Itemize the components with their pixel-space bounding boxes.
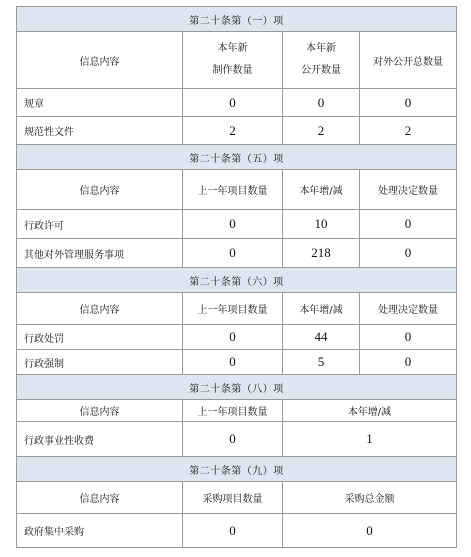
cell-value: 0 [183, 239, 283, 268]
section-header [17, 145, 457, 170]
column-header: 本年增/减 [283, 170, 360, 210]
table-row [17, 422, 457, 457]
column-header: 信息内容 [17, 293, 183, 325]
cell-value: 218 [283, 239, 360, 268]
column-header: 对外公开总数量 [360, 32, 457, 89]
column-header [283, 32, 360, 89]
cell-value: 0 [360, 325, 457, 350]
cell-value: 2 [360, 117, 457, 145]
header-line: 制作数量 [212, 65, 253, 76]
cell-value: 44 [283, 325, 360, 350]
cell-value: 0 [283, 514, 457, 548]
row-label: 行政事业性收费 [17, 422, 183, 457]
column-header-row [17, 400, 457, 422]
cell-value: 0 [360, 239, 457, 268]
table-row [17, 89, 457, 117]
table-row [17, 350, 457, 375]
column-header: 信息内容 [17, 400, 183, 422]
column-header: 信息内容 [17, 482, 183, 514]
cell-value: 0 [183, 350, 283, 375]
row-label: 行政许可 [17, 210, 183, 239]
row-label: 行政强制 [17, 350, 183, 375]
column-header: 上一年项目数量 [183, 293, 283, 325]
row-label: 其他对外管理服务事项 [17, 239, 183, 268]
column-header: 处理决定数量 [360, 170, 457, 210]
cell-value: 0 [183, 422, 283, 457]
table-row [17, 210, 457, 239]
cell-value: 0 [183, 210, 283, 239]
row-label: 规范性文件 [17, 117, 183, 145]
header-line: 本年新 [306, 43, 336, 54]
info-table [16, 6, 457, 548]
cell-value: 0 [183, 89, 283, 117]
column-header-row [17, 170, 457, 210]
section-title: 第二十条第（八）项 [17, 375, 457, 400]
cell-value: 2 [183, 117, 283, 145]
cell-value: 0 [283, 89, 360, 117]
column-header-row [17, 293, 457, 325]
row-label: 政府集中采购 [17, 514, 183, 548]
column-header: 信息内容 [17, 170, 183, 210]
column-header: 采购项目数量 [183, 482, 283, 514]
header-line: 本年新 [217, 43, 248, 54]
section-header [17, 7, 457, 32]
table-row [17, 239, 457, 268]
cell-value: 0 [360, 350, 457, 375]
section-title: 第二十条第（五）项 [17, 145, 457, 170]
column-header: 处理决定数量 [360, 293, 457, 325]
section-header [17, 457, 457, 482]
cell-value: 0 [183, 514, 283, 548]
row-label: 规章 [17, 89, 183, 117]
column-header: 上一年项目数量 [183, 400, 283, 422]
cell-value: 2 [283, 117, 360, 145]
column-header-row [17, 32, 457, 89]
section-title: 第二十条第（九）项 [17, 457, 457, 482]
cell-value: 0 [183, 325, 283, 350]
cell-value: 1 [283, 422, 457, 457]
cell-value: 0 [360, 210, 457, 239]
row-label: 行政处罚 [17, 325, 183, 350]
header-line: 公开数量 [301, 65, 341, 76]
section-title: 第二十条第（六）项 [17, 268, 457, 293]
section-header [17, 268, 457, 293]
column-header [183, 32, 283, 89]
cell-value: 5 [283, 350, 360, 375]
column-header: 本年增/减 [283, 293, 360, 325]
column-header-row [17, 482, 457, 514]
cell-value: 10 [283, 210, 360, 239]
column-header: 上一年项目数量 [183, 170, 283, 210]
table-row [17, 325, 457, 350]
cell-value: 0 [360, 89, 457, 117]
section-title: 第二十条第（一）项 [17, 7, 457, 32]
table-row [17, 117, 457, 145]
section-header [17, 375, 457, 400]
column-header: 采购总金额 [283, 482, 457, 514]
table-row [17, 514, 457, 548]
disclosure-table [16, 6, 456, 548]
column-header: 本年增/减 [283, 400, 457, 422]
column-header: 信息内容 [17, 32, 183, 89]
